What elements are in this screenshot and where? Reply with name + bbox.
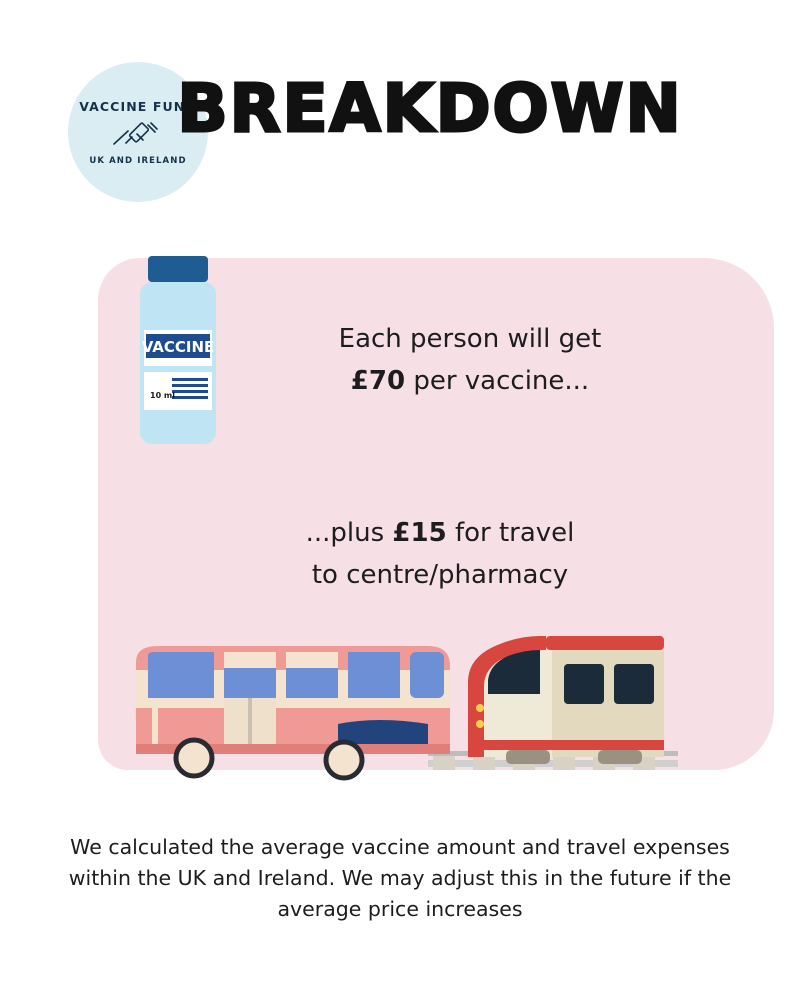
train-shape [468,636,664,764]
vaccine-amount-suffix: per vaccine... [405,366,590,396]
travel-amount-line-2: to centre/pharmacy [311,560,569,590]
page-title: BREAKDOWN [177,70,683,147]
logo-subtitle: UK AND IRELAND [89,155,187,166]
svg-text:10 ml: 10 ml [150,391,175,400]
vaccine-amount-line-1: Each person will get [338,324,602,354]
transport-illustration [128,612,688,792]
travel-amount-text [190,512,690,596]
vaccine-bottle-illustration [126,256,230,470]
logo-title: VACCINE FUND [79,98,197,114]
vaccine-amount-text [230,318,710,402]
svg-text:VACCINE: VACCINE [141,338,215,356]
vaccine-amount-value: £70 [350,366,406,396]
vaccine-amount-line-2 [230,360,710,402]
travel-amount-line-1 [190,512,690,554]
footer-note: We calculated the average vaccine amount and travel expenses within the UK and Ireland. We may adjust this in the future if the average price increases [68,835,732,921]
travel-amount-suffix: for travel [446,518,575,548]
bus-shape [136,646,450,778]
travel-amount-value: £15 [392,518,447,548]
travel-amount-prefix: ...plus [305,518,393,548]
